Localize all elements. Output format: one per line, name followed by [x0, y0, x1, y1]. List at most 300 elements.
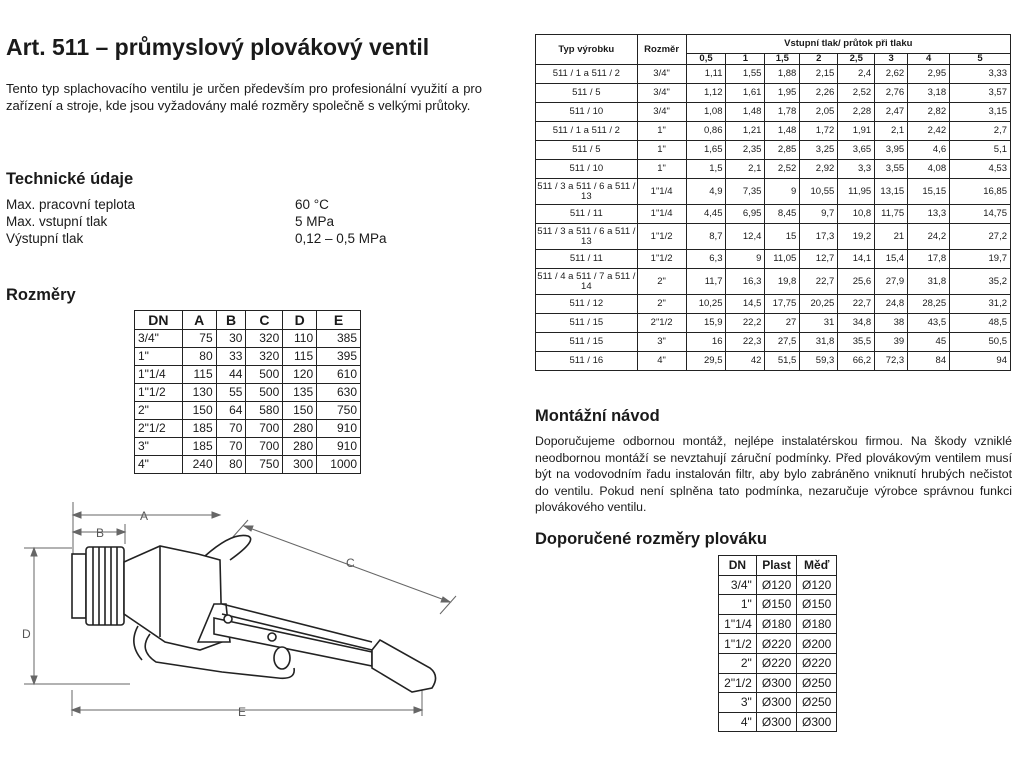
float-header-cell: Měď — [797, 556, 837, 576]
dims-value-cell: 500 — [246, 384, 283, 402]
float-dn-cell: 3/4" — [719, 575, 757, 595]
product-type-cell: 511 / 3 a 511 / 6 a 511 / 13 — [536, 179, 638, 205]
flow-value-cell: 22,7 — [800, 269, 838, 295]
flow-value-cell: 21 — [875, 224, 908, 250]
flow-value-cell: 3,25 — [800, 141, 838, 160]
product-type-cell: 511 / 10 — [536, 103, 638, 122]
flow-value-cell: 35,2 — [950, 269, 1011, 295]
flow-value-cell: 1,08 — [686, 103, 726, 122]
flow-row — [536, 103, 1011, 122]
flow-value-cell: 9 — [726, 250, 765, 269]
dims-dn-cell: 3" — [135, 438, 183, 456]
flow-row — [536, 179, 1011, 205]
dims-row — [135, 456, 361, 474]
product-size-cell: 1" — [637, 122, 686, 141]
float-dn-cell: 1" — [719, 595, 757, 615]
flow-row — [536, 224, 1011, 250]
flow-value-cell: 2,35 — [726, 141, 765, 160]
flow-value-cell: 2,28 — [838, 103, 875, 122]
float-size-cell: Ø300 — [756, 712, 797, 732]
float-row — [719, 693, 837, 713]
dims-value-cell: 910 — [317, 420, 361, 438]
flow-value-cell: 1,78 — [765, 103, 800, 122]
flow-value-cell: 17,8 — [908, 250, 950, 269]
flow-value-cell: 10,25 — [686, 295, 726, 314]
dims-value-cell: 130 — [182, 384, 216, 402]
product-type-cell: 511 / 15 — [536, 314, 638, 333]
flow-value-cell: 3,33 — [950, 65, 1011, 84]
float-size-cell: Ø150 — [756, 595, 797, 615]
dims-value-cell: 610 — [317, 366, 361, 384]
flow-value-cell: 2,7 — [950, 122, 1011, 141]
flow-value-cell: 1,91 — [838, 122, 875, 141]
dims-row — [135, 366, 361, 384]
dims-header-cell: C — [246, 311, 283, 330]
float-dn-cell: 1"1/2 — [719, 634, 757, 654]
dims-value-cell: 33 — [216, 348, 246, 366]
flow-row — [536, 84, 1011, 103]
flow-value-cell: 14,75 — [950, 205, 1011, 224]
float-size-cell: Ø120 — [797, 575, 837, 595]
spec-row — [6, 230, 387, 247]
spec-value: 5 MPa — [295, 214, 335, 229]
flow-value-cell: 4,9 — [686, 179, 726, 205]
float-dn-cell: 2"1/2 — [719, 673, 757, 693]
flow-value-cell: 4,6 — [908, 141, 950, 160]
flow-value-cell: 17,3 — [800, 224, 838, 250]
flow-value-cell: 15,9 — [686, 314, 726, 333]
product-size-cell: 1"1/2 — [637, 250, 686, 269]
flow-value-cell: 8,7 — [686, 224, 726, 250]
dims-value-cell: 64 — [216, 402, 246, 420]
product-type-cell: 511 / 5 — [536, 141, 638, 160]
dims-header-cell: B — [216, 311, 246, 330]
dims-value-cell: 700 — [246, 420, 283, 438]
flow-value-cell: 8,45 — [765, 205, 800, 224]
dim-label-b: B — [96, 526, 105, 540]
flow-row — [536, 160, 1011, 179]
product-size-cell: 2" — [637, 295, 686, 314]
install-heading: Montážní návod — [535, 407, 660, 425]
flow-value-cell: 27,2 — [950, 224, 1011, 250]
flow-value-cell: 1,21 — [726, 122, 765, 141]
flow-value-cell: 45 — [908, 333, 950, 352]
flow-value-cell: 3,95 — [875, 141, 908, 160]
flow-value-cell: 2,52 — [838, 84, 875, 103]
flow-value-cell: 34,8 — [838, 314, 875, 333]
product-type-cell: 511 / 11 — [536, 205, 638, 224]
flow-value-cell: 3,18 — [908, 84, 950, 103]
dims-dn-cell: 1" — [135, 348, 183, 366]
flow-row — [536, 333, 1011, 352]
product-size-cell: 1" — [637, 141, 686, 160]
flow-value-cell: 24,2 — [908, 224, 950, 250]
float-row — [719, 653, 837, 673]
dims-dn-cell: 2" — [135, 402, 183, 420]
col-size-header: Rozměr — [637, 35, 686, 65]
flow-value-cell: 10,8 — [838, 205, 875, 224]
install-text: Doporučujeme odbornou montáž, nejlépe instalatérskou firmou. Na škody vzniklé neodbornou montáží se nevztahují záruční podmínky. Před plovákovým ventilem musí být na vodovodním řadu instalován filtr, aby bylo zabráněno vniknutí hrubých nečistot do ventilu. Pokud není splněna tato podmínka, nezaručuje výrobce správnou funkci plovákového ventilu. — [535, 434, 1012, 514]
flow-value-cell: 3,55 — [875, 160, 908, 179]
flow-row — [536, 250, 1011, 269]
dims-value-cell: 110 — [283, 330, 317, 348]
flow-value-cell: 16,3 — [726, 269, 765, 295]
dims-row — [135, 438, 361, 456]
flow-value-cell: 3,65 — [838, 141, 875, 160]
valve-diagram — [0, 492, 470, 724]
flow-value-cell: 9 — [765, 179, 800, 205]
dims-row — [135, 348, 361, 366]
flow-value-cell: 6,3 — [686, 250, 726, 269]
dims-header-cell: E — [317, 311, 361, 330]
flow-value-cell: 2,26 — [800, 84, 838, 103]
flow-value-cell: 50,5 — [950, 333, 1011, 352]
flow-value-cell: 11,75 — [875, 205, 908, 224]
flow-value-cell: 25,6 — [838, 269, 875, 295]
dims-value-cell: 70 — [216, 420, 246, 438]
flow-value-cell: 16 — [686, 333, 726, 352]
product-type-cell: 511 / 15 — [536, 333, 638, 352]
flow-value-cell: 2,4 — [838, 65, 875, 84]
dim-label-c: C — [346, 556, 355, 570]
float-dn-cell: 2" — [719, 653, 757, 673]
flow-row — [536, 352, 1011, 371]
pressure-header-cell: 4 — [908, 54, 950, 65]
flow-value-cell: 2,82 — [908, 103, 950, 122]
dims-value-cell: 185 — [182, 420, 216, 438]
flow-value-cell: 1,72 — [800, 122, 838, 141]
flow-value-cell: 39 — [875, 333, 908, 352]
dims-value-cell: 75 — [182, 330, 216, 348]
dims-dn-cell: 1"1/2 — [135, 384, 183, 402]
flow-value-cell: 13,15 — [875, 179, 908, 205]
float-size-cell: Ø220 — [756, 634, 797, 654]
dims-value-cell: 150 — [283, 402, 317, 420]
flow-row — [536, 65, 1011, 84]
flow-value-cell: 7,35 — [726, 179, 765, 205]
float-table — [718, 555, 837, 732]
dims-value-cell: 910 — [317, 438, 361, 456]
dims-value-cell: 500 — [246, 366, 283, 384]
float-size-cell: Ø300 — [756, 693, 797, 713]
flow-value-cell: 2,92 — [800, 160, 838, 179]
flow-value-cell: 1,48 — [726, 103, 765, 122]
flow-value-cell: 2,1 — [875, 122, 908, 141]
flow-value-cell: 31,2 — [950, 295, 1011, 314]
dims-value-cell: 44 — [216, 366, 246, 384]
product-size-cell: 1"1/2 — [637, 224, 686, 250]
pressure-header-cell: 3 — [875, 54, 908, 65]
float-dn-cell: 4" — [719, 712, 757, 732]
flow-value-cell: 35,5 — [838, 333, 875, 352]
flow-value-cell: 2,47 — [875, 103, 908, 122]
dims-value-cell: 150 — [182, 402, 216, 420]
product-type-cell: 511 / 1 a 511 / 2 — [536, 122, 638, 141]
flow-value-cell: 1,88 — [765, 65, 800, 84]
flow-value-cell: 16,85 — [950, 179, 1011, 205]
float-size-cell: Ø300 — [756, 673, 797, 693]
dims-value-cell: 80 — [182, 348, 216, 366]
product-type-cell: 511 / 1 a 511 / 2 — [536, 65, 638, 84]
flow-value-cell: 19,8 — [765, 269, 800, 295]
flow-value-cell: 2,95 — [908, 65, 950, 84]
pressure-header-cell: 2 — [800, 54, 838, 65]
flow-value-cell: 27,5 — [765, 333, 800, 352]
flow-value-cell: 27 — [765, 314, 800, 333]
dims-value-cell: 120 — [283, 366, 317, 384]
flow-value-cell: 14,1 — [838, 250, 875, 269]
flow-value-cell: 10,55 — [800, 179, 838, 205]
flow-row — [536, 295, 1011, 314]
dims-value-cell: 320 — [246, 348, 283, 366]
spec-row — [6, 213, 335, 230]
float-row — [719, 634, 837, 654]
product-size-cell: 2" — [637, 269, 686, 295]
flow-value-cell: 1,95 — [765, 84, 800, 103]
flow-value-cell: 15,4 — [875, 250, 908, 269]
tech-heading: Technické údaje — [6, 170, 134, 188]
dims-row — [135, 384, 361, 402]
flow-value-cell: 3,3 — [838, 160, 875, 179]
spec-value: 0,12 – 0,5 MPa — [295, 231, 387, 246]
flow-value-cell: 38 — [875, 314, 908, 333]
flow-value-cell: 11,7 — [686, 269, 726, 295]
dims-value-cell: 70 — [216, 438, 246, 456]
flow-row — [536, 314, 1011, 333]
product-type-cell: 511 / 4 a 511 / 7 a 511 / 14 — [536, 269, 638, 295]
flow-row — [536, 269, 1011, 295]
product-size-cell: 1"1/4 — [637, 205, 686, 224]
flow-row — [536, 141, 1011, 160]
float-size-cell: Ø300 — [797, 712, 837, 732]
product-size-cell: 3/4" — [637, 103, 686, 122]
dims-header-cell: DN — [135, 311, 183, 330]
dims-value-cell: 395 — [317, 348, 361, 366]
flow-value-cell: 2,1 — [726, 160, 765, 179]
flow-value-cell: 14,5 — [726, 295, 765, 314]
product-size-cell: 4" — [637, 352, 686, 371]
flow-value-cell: 84 — [908, 352, 950, 371]
tech-specs — [6, 196, 387, 247]
flow-value-cell: 48,5 — [950, 314, 1011, 333]
flow-value-cell: 31,8 — [800, 333, 838, 352]
dims-row — [135, 420, 361, 438]
flow-value-cell: 2,52 — [765, 160, 800, 179]
flow-value-cell: 1,5 — [686, 160, 726, 179]
flow-value-cell: 4,45 — [686, 205, 726, 224]
flow-value-cell: 31,8 — [908, 269, 950, 295]
dims-value-cell: 280 — [283, 420, 317, 438]
flow-value-cell: 2,15 — [800, 65, 838, 84]
flow-value-cell: 22,7 — [838, 295, 875, 314]
flow-value-cell: 42 — [726, 352, 765, 371]
float-row — [719, 595, 837, 615]
flow-value-cell: 11,95 — [838, 179, 875, 205]
float-row — [719, 575, 837, 595]
flow-value-cell: 6,95 — [726, 205, 765, 224]
dims-row — [135, 402, 361, 420]
float-row — [719, 614, 837, 634]
product-type-cell: 511 / 5 — [536, 84, 638, 103]
flow-value-cell: 51,5 — [765, 352, 800, 371]
dims-value-cell: 750 — [246, 456, 283, 474]
float-dn-cell: 3" — [719, 693, 757, 713]
float-heading: Doporučené rozměry plováku — [535, 530, 767, 548]
product-type-cell: 511 / 10 — [536, 160, 638, 179]
flow-value-cell: 11,05 — [765, 250, 800, 269]
flow-value-cell: 15 — [765, 224, 800, 250]
flow-table — [535, 34, 1011, 371]
flow-value-cell: 43,5 — [908, 314, 950, 333]
flow-value-cell: 59,3 — [800, 352, 838, 371]
dims-value-cell: 240 — [182, 456, 216, 474]
flow-value-cell: 4,53 — [950, 160, 1011, 179]
dims-value-cell: 700 — [246, 438, 283, 456]
flow-value-cell: 27,9 — [875, 269, 908, 295]
dims-heading: Rozměry — [6, 286, 76, 304]
flow-value-cell: 17,75 — [765, 295, 800, 314]
dim-label-a: A — [140, 509, 149, 523]
flow-value-cell: 2,76 — [875, 84, 908, 103]
flow-value-cell: 19,2 — [838, 224, 875, 250]
flow-value-cell: 22,2 — [726, 314, 765, 333]
dims-value-cell: 55 — [216, 384, 246, 402]
spec-label: Výstupní tlak — [6, 231, 84, 246]
float-size-cell: Ø250 — [797, 673, 837, 693]
float-row — [719, 673, 837, 693]
spec-label: Max. pracovní teplota — [6, 197, 136, 212]
flow-value-cell: 72,3 — [875, 352, 908, 371]
dims-value-cell: 280 — [283, 438, 317, 456]
flow-value-cell: 9,7 — [800, 205, 838, 224]
flow-value-cell: 20,25 — [800, 295, 838, 314]
flow-value-cell: 3,57 — [950, 84, 1011, 103]
spec-row — [6, 196, 329, 213]
float-size-cell: Ø120 — [756, 575, 797, 595]
product-type-cell: 511 / 16 — [536, 352, 638, 371]
flow-value-cell: 31 — [800, 314, 838, 333]
flow-value-cell: 2,85 — [765, 141, 800, 160]
dims-value-cell: 1000 — [317, 456, 361, 474]
flow-value-cell: 29,5 — [686, 352, 726, 371]
spec-value: 60 °C — [295, 197, 329, 212]
dims-value-cell: 185 — [182, 438, 216, 456]
flow-value-cell: 1,61 — [726, 84, 765, 103]
pressure-header-cell: 5 — [950, 54, 1011, 65]
pressure-header-cell: 2,5 — [838, 54, 875, 65]
float-size-cell: Ø180 — [797, 614, 837, 634]
pressure-header-cell: 1,5 — [765, 54, 800, 65]
flow-value-cell: 22,3 — [726, 333, 765, 352]
flow-value-cell: 1,55 — [726, 65, 765, 84]
dims-value-cell: 30 — [216, 330, 246, 348]
flow-value-cell: 24,8 — [875, 295, 908, 314]
flow-value-cell: 2,62 — [875, 65, 908, 84]
pressure-header-cell: 0,5 — [686, 54, 726, 65]
flow-value-cell: 0,86 — [686, 122, 726, 141]
dim-label-d: D — [22, 627, 31, 641]
spec-label: Max. vstupní tlak — [6, 214, 108, 229]
flow-value-cell: 66,2 — [838, 352, 875, 371]
flow-value-cell: 4,08 — [908, 160, 950, 179]
product-type-cell: 511 / 12 — [536, 295, 638, 314]
dims-value-cell: 80 — [216, 456, 246, 474]
pressure-header-cell: 1 — [726, 54, 765, 65]
flow-row — [536, 205, 1011, 224]
product-size-cell: 1" — [637, 160, 686, 179]
flow-value-cell: 5,1 — [950, 141, 1011, 160]
dims-value-cell: 135 — [283, 384, 317, 402]
product-size-cell: 2"1/2 — [637, 314, 686, 333]
valve-drawing — [72, 535, 436, 692]
dims-row — [135, 330, 361, 348]
flow-value-cell: 3,15 — [950, 103, 1011, 122]
product-type-cell: 511 / 11 — [536, 250, 638, 269]
page-title: Art. 511 – průmyslový plovákový ventil — [6, 34, 430, 60]
float-header-cell: Plast — [756, 556, 797, 576]
float-size-cell: Ø180 — [756, 614, 797, 634]
flow-value-cell: 94 — [950, 352, 1011, 371]
flow-value-cell: 1,11 — [686, 65, 726, 84]
dims-value-cell: 630 — [317, 384, 361, 402]
flow-value-cell: 1,48 — [765, 122, 800, 141]
float-size-cell: Ø200 — [797, 634, 837, 654]
product-size-cell: 3" — [637, 333, 686, 352]
float-row — [719, 712, 837, 732]
dims-dn-cell: 2"1/2 — [135, 420, 183, 438]
intro-text: Tento typ splachovacího ventilu je určen především pro profesionální využití a pro zařízení a stroje, kde jsou vyžadovány malé rozměry společně s velkými průtoky. — [6, 81, 482, 113]
col-type-header: Typ výrobku — [536, 35, 638, 65]
flow-value-cell: 12,4 — [726, 224, 765, 250]
flow-value-cell: 1,12 — [686, 84, 726, 103]
col-pressure-header: Vstupní tlak/ průtok při tlaku — [686, 35, 1010, 54]
flow-value-cell: 2,05 — [800, 103, 838, 122]
flow-value-cell: 2,42 — [908, 122, 950, 141]
float-dn-cell: 1"1/4 — [719, 614, 757, 634]
dims-value-cell: 580 — [246, 402, 283, 420]
product-size-cell: 3/4" — [637, 65, 686, 84]
dim-label-e: E — [238, 705, 247, 719]
dims-value-cell: 115 — [182, 366, 216, 384]
dims-dn-cell: 1"1/4 — [135, 366, 183, 384]
flow-value-cell: 15,15 — [908, 179, 950, 205]
dims-dn-cell: 4" — [135, 456, 183, 474]
flow-value-cell: 1,65 — [686, 141, 726, 160]
float-size-cell: Ø150 — [797, 595, 837, 615]
product-size-cell: 3/4" — [637, 84, 686, 103]
dims-value-cell: 300 — [283, 456, 317, 474]
flow-value-cell: 13,3 — [908, 205, 950, 224]
dims-dn-cell: 3/4" — [135, 330, 183, 348]
product-size-cell: 1"1/4 — [637, 179, 686, 205]
float-size-cell: Ø250 — [797, 693, 837, 713]
product-type-cell: 511 / 3 a 511 / 6 a 511 / 13 — [536, 224, 638, 250]
dims-value-cell: 385 — [317, 330, 361, 348]
flow-value-cell: 19,7 — [950, 250, 1011, 269]
float-size-cell: Ø220 — [756, 653, 797, 673]
flow-value-cell: 12,7 — [800, 250, 838, 269]
dims-header-cell: D — [283, 311, 317, 330]
dims-value-cell: 750 — [317, 402, 361, 420]
dims-header-cell: A — [182, 311, 216, 330]
float-header-cell: DN — [719, 556, 757, 576]
dims-value-cell: 115 — [283, 348, 317, 366]
float-size-cell: Ø220 — [797, 653, 837, 673]
flow-value-cell: 28,25 — [908, 295, 950, 314]
dimensions-table — [134, 310, 361, 474]
flow-row — [536, 122, 1011, 141]
dims-value-cell: 320 — [246, 330, 283, 348]
